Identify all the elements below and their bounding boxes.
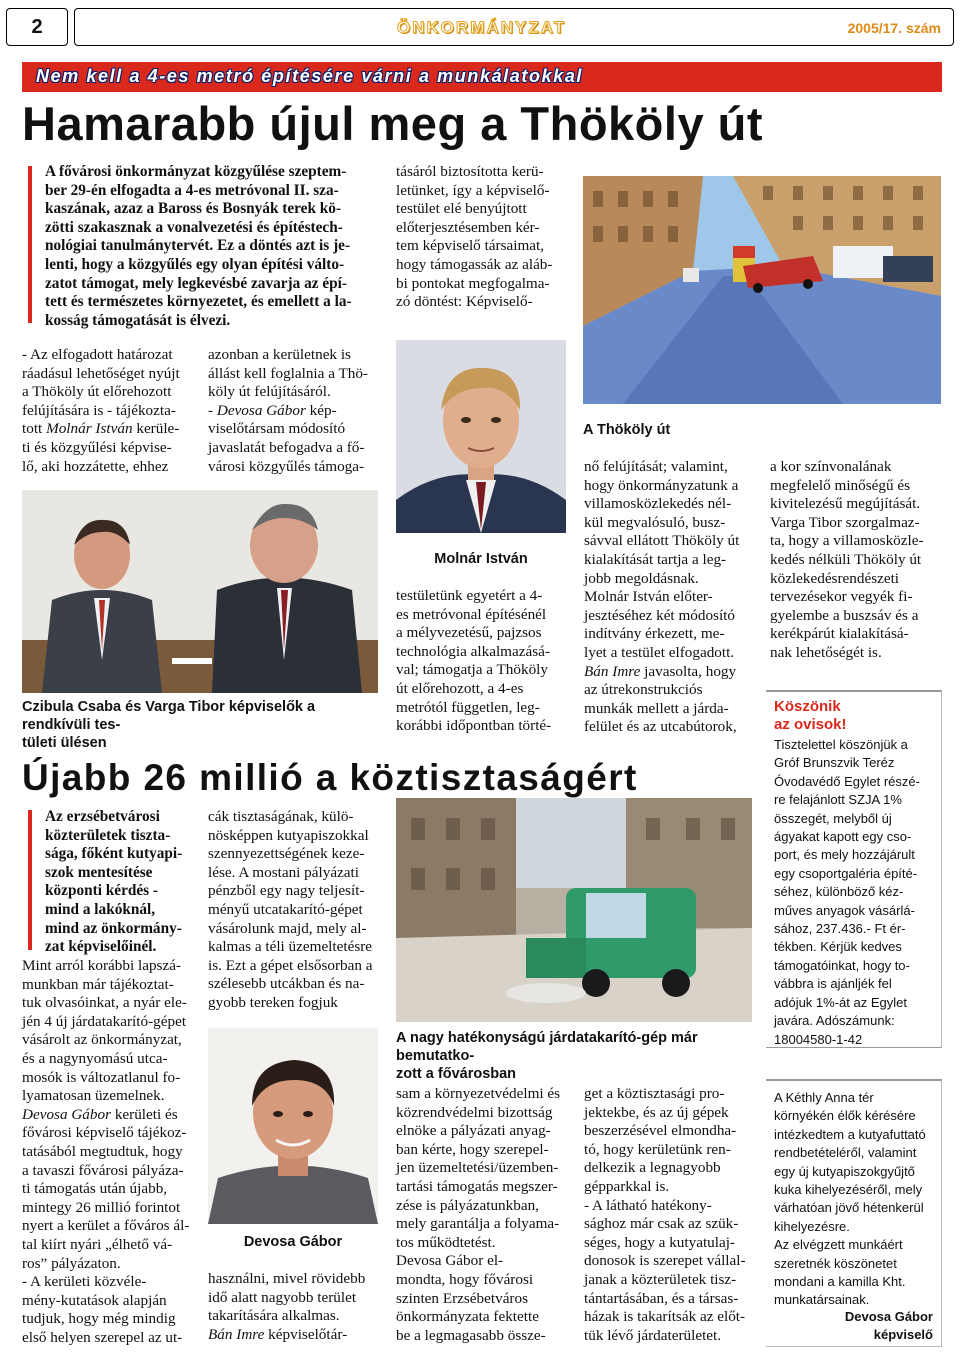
caption-molnar: Molnár István bbox=[434, 551, 528, 567]
lead-thokoly: A fővárosi önkormányzat közgyűlése szeptem- ber 29-én elfogadta a 4-es metróvonal II. sza- kaszának, azaz a Baross és Bosnyák terek kö- zötti szakasznak a vonalvezetési és építéstech- nológiai tanulmánytervét. Ez a döntés azt is je- lenti, hogy a közgyűlés egy olyan építési válto- zatot támogat, mely legkevésbé zavarja az épí- tett és természetes környezetet, és emellett a la- kosság támogatását is élvezi. bbox=[45, 163, 352, 329]
kutyafuttato-box bbox=[766, 1079, 942, 1347]
header-bar bbox=[74, 8, 954, 46]
molnar-photo bbox=[396, 340, 566, 533]
ovisok-title-2: az ovisok! bbox=[774, 716, 847, 733]
ovisok-box bbox=[766, 690, 942, 1048]
article2-col1: Mint arról korábbi lapszá- munkban már tájékoztat- tuk olvasóinkat, a nyár ele- jén 4 új járdatakarító-gépet vásárolt az önkormányzat, és a nagynyomású utca- mosók is változatlanul fo- lyamatosan üzemelnek. Devosa Gábor kerületi és fővárosi képviselő tájékoz- tatásából megtudtuk, hogy a tavaszi fővárosi pályáza- ti támogatás után újabb, mintegy 26 millió forintot nyert a kerület a főváros ál- tal kiírt nyári „élhető vá- ros” pályázaton. - A kerületi közvéle- mény-kutatások alapján tudjuk, hogy még mindig első helyen szerepel az ut- bbox=[22, 957, 190, 1346]
section-title: ÖNKORMÁNYZAT bbox=[397, 18, 567, 37]
article2-col4: get a köztisztasági pro- jektekbe, és az új gépek beszerzésével elmondha- tó, hogy kerületünk ren- delkezik a legnagyobb gépparkkal is. - A látható hatékony- sághoz már csak az szük- séges, hogy a kutyatulaj- donosok is szerepet vállal- janak a közterületek tisz- tántartásában, és a társas- házak is takarítsák az előt- tük lévő járdaterületet. bbox=[584, 1085, 746, 1344]
page-number-box bbox=[6, 8, 68, 46]
article1-col4: nő felújítását; valamint, hogy önkormányzatunk a villamosközlekedés nél- kül megvalósuló, busz- sávval ellátott Thököly út kialakítását tartja a leg- jobb megoldásnak. Molnár István előter- jesztéséhez két módosító indítvány érkezett, me- lyet a testület elfogadott. Bán Imre javasolta, hogy az útrekonstrukciós munkák mellett a járda- felület és az utcabútorok, bbox=[584, 458, 740, 736]
headline-koztisztasag: Újabb 26 millió a köztisztaságért bbox=[22, 757, 638, 798]
meeting-photo bbox=[22, 490, 378, 693]
caption-street: A Thököly út bbox=[583, 422, 671, 438]
article1-col-top: tásáról biztosította kerü- letünket, így a képviselő- testület elé benyújtott előterjesztésemben kér- tem képviselő társaimat, hogy támogassák az aláb- bi pontokat megfogalma- zó döntést: Képviselő- bbox=[396, 163, 553, 311]
street-photo bbox=[583, 176, 941, 404]
ovisok-title-1: Köszönik bbox=[774, 698, 841, 715]
signature-name: Devosa Gábor bbox=[844, 1309, 933, 1324]
ovisok-body: Tisztelettel köszönjük a Gróf Brunszvik Teréz Óvodavédő Egylet részé- re felajánlott SZJA 1% összegét, melyből új ágyakat kapott egy cso- port, és mely hozzájárult egy csoportgaléria építé- séhez, különböző kéz- műves anyagok vásárlá- sához, 237.436.- Ft ér- tékben. Kérjük kedves támogatóinkat, hogy to- vábbra is ajánljék fel adójuk 1%-át az Egylet javára. Adószámunk: 18004580-1-42 bbox=[774, 737, 920, 1047]
page-number: 2 bbox=[31, 15, 43, 38]
article2-col3: sam a környezetvédelmi és közrendvédelmi bizottság elnöke a pályázati anyag- ban kérte, hogy szerepel- jen üzemeltetési/üzemben- tartási támogatás megszer- zése is pályázatunkban, mely garantálja a folyama- tos működtetést. Devosa Gábor el- mondta, hogy fővárosi szinten Erzsébetváros önkormányzata fektette be a legmagasabb össze- bbox=[396, 1085, 561, 1344]
caption-devosa: Devosa Gábor bbox=[243, 1234, 343, 1250]
kutyafuttato-body: A Kéthly Anna tér környékén élők kérésére intézkedtem a kutyafuttató rendbetételéről, valamint egy új kutyapiszokgyűjtő kuka kihelyezéséről, mely várhatóan jövő hétenkerül kihelyezésre. Az elvégzett munkáért szeretnék köszönetet mondani a kamilla Kht. munkatársainak. bbox=[774, 1090, 926, 1308]
lead-bar bbox=[28, 166, 32, 323]
article2-col2b: használni, mivel rövidebb idő alatt nagyobb terület takarítására alkalmas. Bán Imre képviselőtár- bbox=[208, 1270, 366, 1343]
article1-col2: azonban a kerületnek is állást kell foglalnia a Thö- köly út felújításáról. - Devosa Gábor kép- viselőtársam módosító javaslatát befogadva a fő- városi közgyűlés támoga- bbox=[208, 346, 368, 475]
article1-col3: testületünk egyetért a 4- es metróvonal építésénél a mélyvezetésű, pajzsos technológia alkalmazásá- val; támogatja a Thököly út előrehozott, a 4-es metrótól független, leg- korábbi időpontban törté- bbox=[396, 587, 552, 735]
caption-meeting: Czibula Csaba és Varga Tibor képviselők a rendkívüli tes- tületi ülésen bbox=[22, 699, 316, 751]
lead-koztisztasag: Az erzsébetvárosi közterületek tiszta- sága, főként kutyapi- szok mentesítése központi kérdés - mind a lakóknál, mind az önkormány- zat képviselőinél. bbox=[45, 808, 183, 956]
article1-col5: a kor színvonalának megfelelő minőségű és kivitelezésű megújítását. Varga Tibor szorgalmaz- ta, hogy a villamosközle- kedés nélküli Thököly út közlekedésrendészeti tervezésekor vegyék fi- gyelembe a buszsáv és a kerékpárút kialakításá- nak lehetőségét is. bbox=[770, 458, 924, 661]
signature-title: képviselő bbox=[873, 1327, 933, 1342]
article1-col1: - Az elfogadott határozat ráadásul lehetőséget nyújt a Thököly út előrehozott felújítására is - tájékozta- tott Molnár István kerüle- ti és közgyűlési képvise- lő, aki hozzátette, ehhez bbox=[22, 346, 180, 475]
issue-number: 2005/17. szám bbox=[847, 20, 941, 36]
caption-machine: A nagy hatékonyságú járdatakarító-gép már bemutatko- zott a fővárosban bbox=[396, 1030, 698, 1082]
machine-photo bbox=[396, 798, 752, 1022]
lead2-bar bbox=[28, 810, 32, 950]
headline-thokoly: Hamarabb újul meg a Thököly út bbox=[22, 97, 763, 150]
kicker-text: Nem kell a 4-es metró építésére várni a munkálatokkal bbox=[36, 66, 584, 86]
kicker-bar bbox=[22, 62, 942, 92]
devosa-photo bbox=[208, 1028, 378, 1224]
article2-col2: cák tisztaságának, külö- nösképpen kutyapiszokkal szennyezettségének keze- lése. A mostani pályázati pénzből egy nagy teljesít- ményű utcatakarító-gépet vásárolunk majd, mely al- kalmas a téli üzemeltetésre is. Ezt a gépet elsősorban a szélesebb utcákban és na- gyobb tereken fogjuk bbox=[208, 808, 373, 1011]
